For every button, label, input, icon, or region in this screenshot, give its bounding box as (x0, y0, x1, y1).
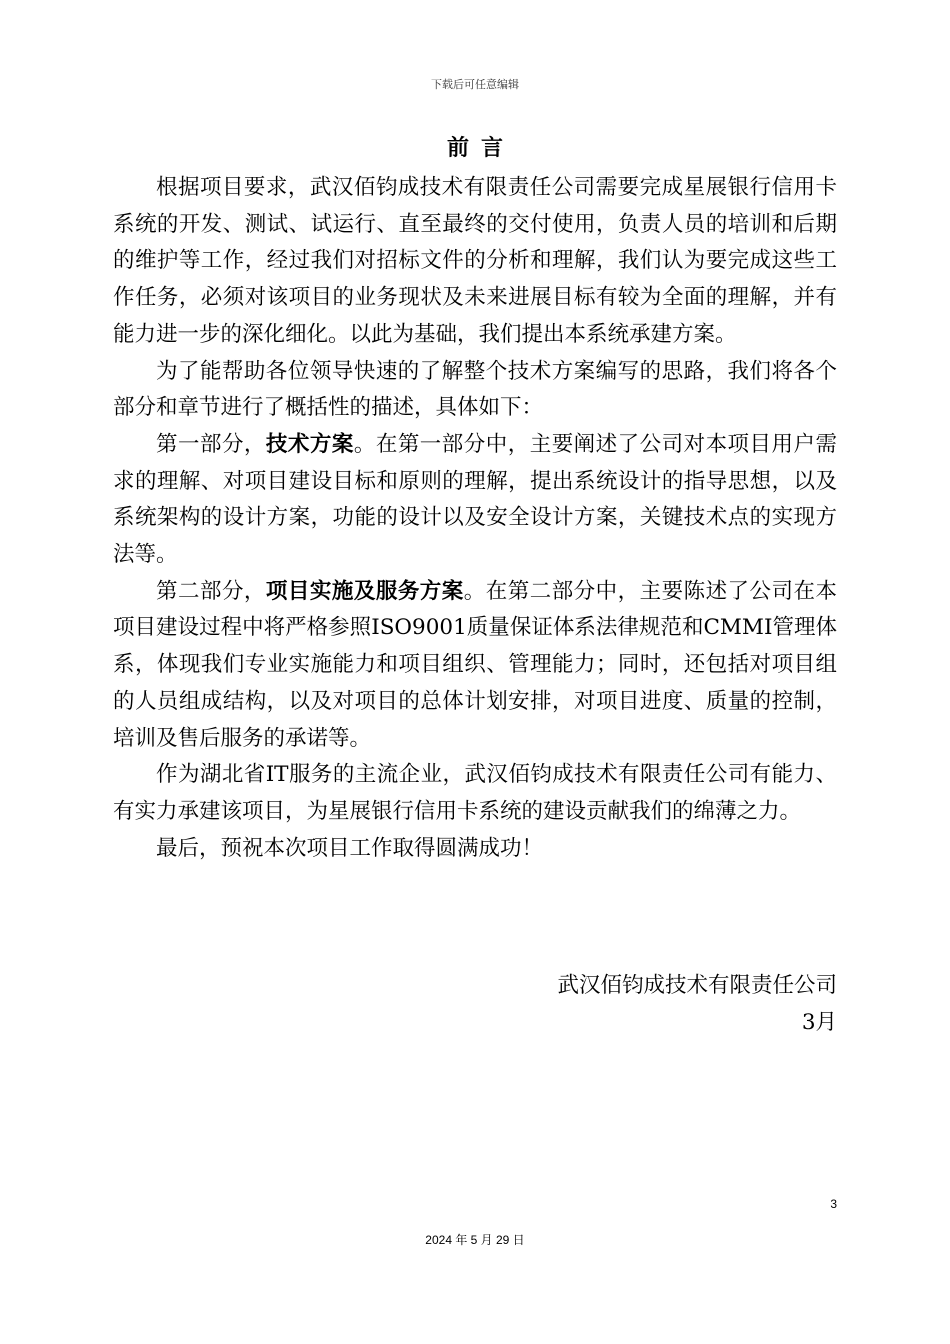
part-one-heading: 技术方案 (265, 431, 354, 457)
page-title: 前言 (446, 135, 515, 161)
paragraph-capability: 作为湖北省IT服务的主流企业，武汉佰钧成技术有限责任公司有能力、有实力承建该项目，为星展银行信用卡系统的建设贡献我们的绵薄之力。 (113, 762, 837, 824)
part-one-prefix: 第一部分， (156, 431, 266, 457)
part-two-text: 。在第二部分中，主要陈述了公司在本项目建设过程中将严格参照ISO9001质量保证体系法律规范和CMMI管理体系，体现我们专业实施能力和项目组织、管理能力；同时，还包括对项目组的人员组成结构，以及对项目的总体计划安排，对项目进度、质量的控制，培训及售后服务的承诺等。 (113, 578, 837, 751)
part-two-heading: 项目实施及服务方案 (265, 578, 464, 604)
paragraph-overview: 为了能帮助各位领导快速的了解整个技术方案编写的思路，我们将各个部分和章节进行了概括性的描述，具体如下： (113, 358, 837, 421)
paragraph-intro: 根据项目要求，武汉佰钧成技术有限责任公司需要完成星展银行信用卡系统的开发、测试、试运行、直至最终的交付使用，负责人员的培训和后期的维护等工作，经过我们对招标文件的分析和理解，我们认为要完成这些工作任务，必须对该项目的业务现状及未来进展目标有较为全面的理解，并有能力进一步的深化细化。以此为基础，我们提出本系统承建方案。 (113, 175, 837, 347)
signature-date: 3月 (801, 1009, 837, 1035)
footer-date: 2024 年 5 月 29 日 (425, 1233, 525, 1247)
paragraph-part-one (113, 427, 837, 574)
paragraph-part-two (113, 574, 837, 758)
part-one-text: 。在第一部分中，主要阐述了公司对本项目用户需求的理解、对项目建设目标和原则的理解，提出系统设计的指导思想，以及系统架构的设计方案，功能的设计以及安全设计方案，关键技术点的实现方法等。 (113, 431, 837, 568)
document-body (113, 170, 837, 867)
signature-company: 武汉佰钧成技术有限责任公司 (557, 973, 837, 998)
header-note: 下载后可任意编辑 (431, 78, 519, 91)
paragraph-closing: 最后，预祝本次项目工作取得圆满成功！ (156, 835, 544, 861)
page-number: 3 (830, 1197, 837, 1211)
part-two-prefix: 第二部分， (156, 578, 266, 604)
signature-block (337, 968, 837, 1041)
